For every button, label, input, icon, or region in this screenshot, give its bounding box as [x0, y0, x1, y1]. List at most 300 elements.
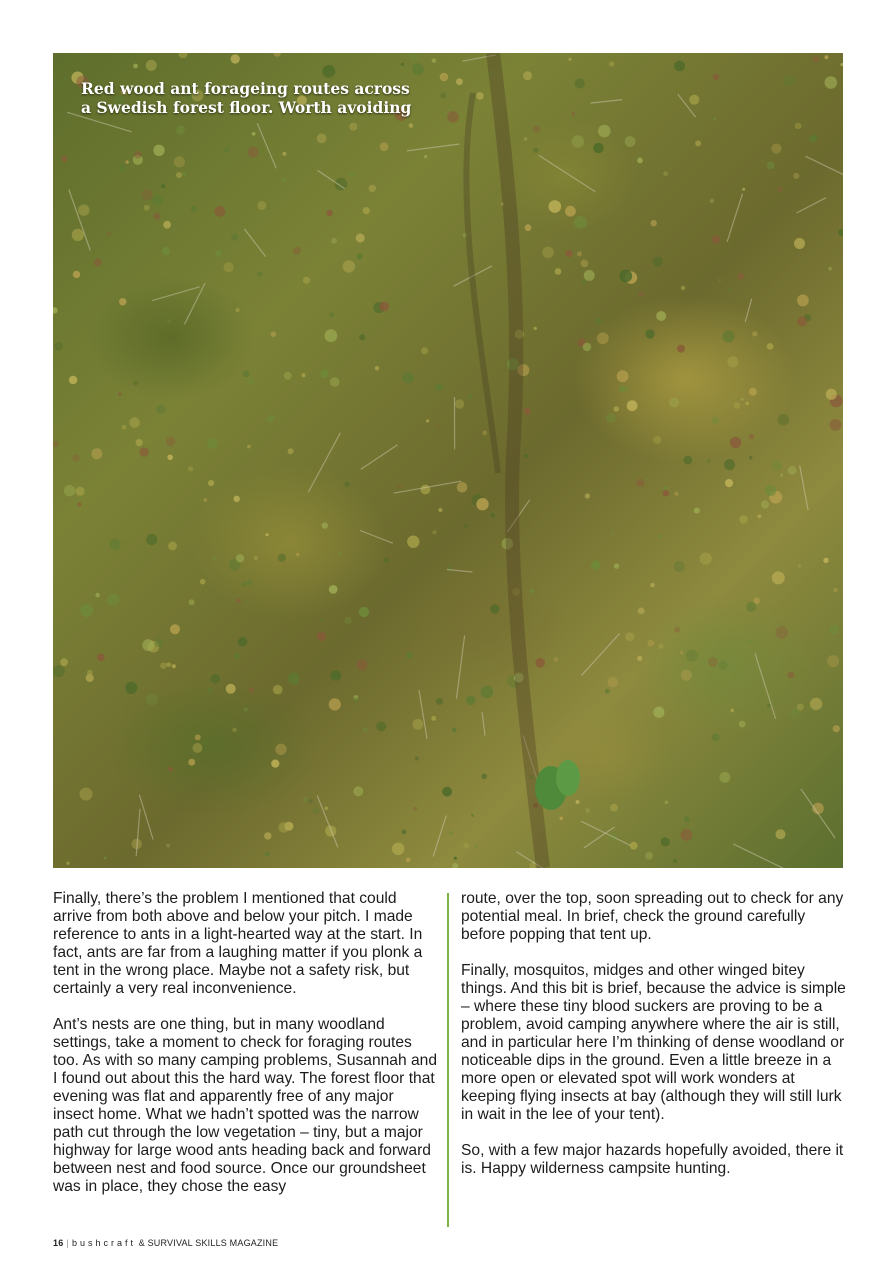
moss-speck — [771, 144, 781, 154]
moss-speck — [94, 258, 102, 266]
moss-speck — [637, 656, 642, 661]
moss-speck — [401, 63, 404, 66]
moss-speck — [359, 607, 369, 617]
moss-speck — [619, 386, 626, 393]
moss-speck — [243, 371, 250, 378]
moss-speck — [610, 804, 618, 812]
moss-speck — [281, 178, 285, 182]
twig — [69, 190, 91, 251]
moss-speck — [753, 597, 760, 604]
moss-speck — [677, 345, 685, 353]
moss-speck — [273, 53, 281, 57]
moss-speck — [542, 247, 554, 259]
moss-speck — [236, 598, 241, 603]
moss-speck — [353, 697, 359, 703]
moss-speck — [669, 398, 679, 408]
moss-speck — [457, 482, 468, 493]
moss-speck — [54, 342, 63, 351]
moss-speck — [146, 694, 158, 706]
moss-speck — [739, 721, 746, 728]
moss-speck — [174, 156, 185, 167]
twig — [257, 123, 276, 168]
moss-speck — [195, 734, 201, 740]
moss-speck — [653, 707, 664, 718]
twig — [745, 299, 752, 322]
moss-speck — [61, 156, 67, 162]
moss-speck — [674, 61, 685, 72]
moss-speck — [695, 140, 701, 146]
photo-caption: Red wood ant forageing routes across a Swedish forest floor. Worth avoiding — [81, 79, 412, 117]
moss-speck — [122, 425, 127, 430]
moss-speck — [234, 496, 240, 502]
forest-floor-photo — [53, 53, 843, 868]
moss-speck — [630, 842, 638, 850]
moss-speck — [266, 533, 269, 536]
moss-speck — [119, 298, 126, 305]
moss-speck — [75, 487, 84, 496]
moss-speck — [794, 238, 805, 249]
moss-speck — [700, 553, 712, 565]
moss-speck — [432, 58, 437, 63]
moss-speck — [684, 816, 690, 822]
moss-speck — [87, 670, 93, 676]
moss-speck — [53, 665, 65, 677]
moss-speck — [758, 514, 762, 518]
twig — [806, 156, 844, 180]
moss-speck — [491, 513, 495, 517]
moss-speck — [163, 221, 171, 229]
moss-speck — [155, 639, 164, 648]
moss-speck — [746, 402, 750, 406]
moss-speck — [380, 142, 389, 151]
moss-speck — [207, 688, 212, 693]
moss-speck — [767, 162, 775, 170]
moss-speck — [638, 608, 645, 615]
moss-speck — [739, 515, 748, 524]
moss-speck — [438, 508, 442, 512]
moss-speck — [673, 859, 677, 863]
moss-speck — [663, 171, 668, 176]
moss-speck — [271, 332, 276, 337]
moss-speck — [595, 318, 601, 324]
moss-speck — [476, 92, 484, 100]
moss-speck — [413, 807, 417, 811]
moss-speck — [320, 619, 323, 622]
moss-speck — [575, 78, 585, 88]
moss-speck — [684, 456, 693, 465]
moss-speck — [379, 302, 389, 312]
page-footer — [53, 1238, 278, 1248]
footer-separator: | — [66, 1238, 69, 1248]
moss-speck — [657, 534, 661, 538]
moss-speck — [403, 372, 414, 383]
moss-speck — [188, 466, 193, 471]
moss-speck — [275, 744, 286, 755]
moss-speck — [725, 479, 733, 487]
twig — [797, 198, 827, 213]
moss-speck — [317, 134, 327, 144]
moss-speck — [727, 356, 738, 367]
moss-speck — [798, 564, 802, 568]
moss-speck — [535, 658, 545, 668]
moss-speck — [614, 406, 620, 412]
moss-speck — [349, 123, 357, 131]
moss-speck — [146, 60, 157, 71]
moss-speck — [343, 260, 355, 272]
moss-speck — [118, 393, 121, 396]
moss-speck — [574, 216, 587, 229]
moss-speck — [581, 260, 589, 268]
moss-speck — [619, 270, 632, 283]
twig — [581, 821, 630, 845]
moss-speck — [329, 585, 338, 594]
moss-speck — [152, 195, 163, 206]
moss-speck — [593, 143, 603, 153]
moss-speck — [833, 725, 840, 732]
moss-speck — [653, 436, 661, 444]
moss-speck — [317, 632, 326, 641]
moss-speck — [189, 599, 195, 605]
moss-speck — [125, 682, 137, 694]
moss-speck — [231, 234, 238, 241]
moss-speck — [738, 273, 745, 280]
moss-speck — [452, 863, 458, 868]
moss-speck — [645, 852, 653, 860]
moss-speck — [156, 405, 165, 414]
moss-speck — [322, 522, 328, 528]
moss-speck — [533, 147, 539, 153]
paragraph: Ant’s nests are one thing, but in many woodland settings, take a moment to check for foraging routes too. As with so many camping problems, Susannah and I found out about this the hard way. The forest floor that evening was flat and apparently free of any major insect home. What we hadn’t spotted was the narrow path cut through the low vegetation – tiny, but a major highway for large wood ants heading back and forward between nest and food source. Once our groundsheet was in place, they chose the easy — [53, 1016, 437, 1195]
moss-speck — [433, 530, 437, 534]
moss-speck — [650, 583, 654, 587]
moss-speck — [776, 829, 786, 839]
moss-speck — [481, 686, 494, 699]
moss-speck — [663, 490, 669, 496]
moss-speck — [107, 593, 120, 606]
moss-speck — [606, 413, 616, 423]
twig — [801, 789, 835, 838]
twig — [139, 795, 153, 840]
moss-speck — [296, 553, 300, 557]
moss-speck — [329, 312, 334, 317]
moss-speck — [681, 286, 685, 290]
moss-speck — [312, 807, 319, 814]
paragraph: route, over the top, soon spreading out to check for any potential meal. In brief, check the ground carefully before popping that tent up. — [461, 890, 844, 943]
moss-speck — [572, 135, 585, 148]
moss-speck — [609, 61, 614, 66]
moss-speck — [330, 377, 340, 387]
moss-speck — [320, 369, 329, 378]
moss-speck — [436, 698, 443, 705]
moss-speck — [349, 171, 356, 178]
moss-speck — [248, 147, 259, 158]
moss-speck — [73, 271, 80, 278]
moss-speck — [482, 774, 487, 779]
moss-speck — [78, 502, 82, 506]
moss-speck — [357, 659, 368, 670]
moss-speck — [524, 454, 528, 458]
moss-speck — [192, 743, 202, 753]
twig — [407, 144, 460, 151]
moss-speck — [608, 677, 618, 687]
moss-speck — [153, 213, 160, 220]
moss-speck — [126, 160, 129, 163]
moss-speck — [783, 75, 794, 86]
moss-speck — [359, 334, 365, 340]
moss-speck — [168, 542, 177, 551]
moss-speck — [797, 295, 809, 307]
twig — [800, 466, 808, 511]
moss-speck — [809, 135, 817, 143]
moss-speck — [530, 589, 534, 593]
moss-speck — [142, 189, 153, 200]
magazine-brand: bushcraft — [71, 1238, 136, 1248]
moss-speck — [658, 643, 664, 649]
moss-speck — [625, 386, 630, 391]
moss-speck — [827, 655, 839, 667]
moss-speck — [103, 857, 106, 860]
paragraph: Finally, there’s the problem I mentioned that could arrive from both above and below your pitch. I made reference to ants in a light-hearted way at the start. In fact, ants are far from a laughing matter if you plonk a tent in the wrong place. Maybe not a safety risk, but certainly a very real inconvenience. — [53, 890, 423, 997]
moss-speck — [369, 185, 376, 192]
moss-speck — [166, 437, 176, 447]
moss-speck — [440, 93, 446, 99]
moss-speck — [749, 388, 757, 396]
moss-speck — [236, 308, 240, 312]
moss-speck — [91, 448, 102, 459]
moss-speck — [605, 689, 610, 694]
moss-speck — [139, 447, 149, 457]
moss-speck — [730, 437, 741, 448]
moss-speck — [455, 399, 464, 408]
magazine-title: & SURVIVAL SKILLS MAGAZINE — [138, 1238, 279, 1248]
moss-speck — [708, 657, 718, 667]
moss-speck — [166, 662, 171, 667]
moss-speck — [284, 372, 292, 380]
moss-speck — [53, 307, 58, 313]
moss-speck — [363, 727, 368, 732]
moss-speck — [376, 721, 386, 731]
moss-speck — [440, 73, 449, 82]
moss-speck — [166, 844, 170, 848]
moss-speck — [651, 220, 657, 226]
moss-speck — [142, 639, 154, 651]
moss-speck — [625, 136, 636, 147]
moss-speck — [838, 229, 843, 236]
moss-speck — [647, 640, 654, 647]
moss-speck — [331, 238, 337, 244]
moss-speck — [733, 402, 740, 409]
moss-speck — [825, 76, 838, 89]
moss-speck — [80, 788, 93, 801]
twig — [360, 531, 393, 544]
moss-speck — [421, 347, 428, 354]
moss-speck — [161, 184, 165, 188]
moss-speck — [823, 558, 828, 563]
moss-speck — [681, 829, 693, 841]
moss-speck — [752, 331, 757, 336]
moss-speck — [554, 657, 559, 662]
moss-speck — [686, 650, 698, 662]
moss-speck — [323, 65, 336, 78]
twig — [184, 283, 205, 324]
moss-speck — [254, 556, 258, 560]
moss-speck — [384, 558, 390, 564]
moss-speck — [718, 279, 721, 282]
moss-speck — [211, 674, 221, 684]
moss-speck — [572, 112, 575, 115]
moss-speck — [710, 199, 715, 204]
moss-speck — [719, 772, 730, 783]
moss-speck — [415, 757, 419, 761]
moss-speck — [707, 459, 711, 463]
twig — [361, 445, 398, 470]
moss-speck — [409, 123, 414, 128]
moss-speck — [829, 625, 839, 635]
moss-speck — [397, 485, 402, 490]
moss-speck — [597, 332, 609, 344]
twig — [457, 636, 465, 699]
moss-speck — [555, 268, 562, 275]
moss-speck — [162, 247, 170, 255]
moss-speck — [475, 844, 479, 848]
moss-speck — [241, 580, 248, 587]
moss-speck — [232, 728, 237, 733]
moss-speck — [223, 262, 233, 272]
moss-speck — [826, 389, 837, 400]
moss-speck — [207, 438, 218, 449]
moss-speck — [144, 205, 150, 211]
moss-speck — [533, 125, 540, 132]
moss-speck — [409, 53, 417, 61]
moss-speck — [406, 858, 411, 863]
moss-speck — [790, 708, 801, 719]
moss-speck — [224, 147, 230, 153]
moss-speck — [524, 137, 528, 141]
moss-speck — [778, 187, 783, 192]
moss-speck — [247, 445, 251, 449]
moss-speck — [724, 459, 735, 470]
moss-speck — [412, 63, 424, 75]
moss-speck — [463, 843, 469, 849]
ant-route-path — [493, 53, 543, 868]
moss-speck — [824, 55, 828, 59]
moss-speck — [435, 383, 443, 391]
moss-speck — [134, 151, 142, 159]
moss-speck — [746, 602, 756, 612]
moss-speck — [598, 125, 611, 138]
moss-speck — [611, 531, 615, 535]
moss-speck — [712, 417, 719, 424]
moss-speck — [182, 172, 187, 177]
moss-speck — [771, 460, 782, 471]
moss-speck — [749, 456, 753, 460]
moss-speck — [203, 498, 207, 502]
moss-speck — [324, 807, 328, 811]
moss-speck — [476, 498, 488, 510]
moss-speck — [585, 493, 590, 498]
moss-speck — [167, 455, 173, 461]
twig — [419, 690, 427, 739]
moss-speck — [153, 145, 164, 156]
moss-speck — [267, 415, 275, 423]
moss-speck — [728, 287, 732, 291]
moss-speck — [568, 58, 571, 61]
moss-speck — [353, 786, 363, 796]
moss-speck — [614, 563, 619, 568]
moss-speck — [627, 400, 638, 411]
moss-speck — [713, 74, 720, 81]
moss-speck — [431, 716, 436, 721]
moss-speck — [712, 235, 720, 243]
moss-speck — [565, 250, 572, 257]
moss-speck — [375, 366, 380, 371]
moss-speck — [795, 123, 802, 130]
moss-speck — [490, 604, 499, 613]
moss-speck — [95, 593, 100, 598]
photo-texture — [53, 53, 843, 868]
moss-speck — [178, 53, 187, 58]
moss-speck — [200, 579, 206, 585]
moss-speck — [212, 556, 216, 560]
moss-speck — [442, 787, 452, 797]
moss-speck — [72, 229, 84, 241]
moss-speck — [674, 561, 685, 572]
moss-speck — [406, 652, 412, 658]
moss-speck — [636, 479, 644, 487]
twig — [539, 155, 596, 192]
moss-speck — [136, 439, 143, 446]
moss-speck — [722, 330, 734, 342]
moss-speck — [638, 291, 644, 297]
moss-speck — [656, 311, 666, 321]
moss-speck — [69, 376, 77, 384]
twig — [152, 287, 199, 301]
moss-speck — [330, 670, 341, 681]
moss-speck — [172, 664, 176, 668]
moss-speck — [464, 524, 468, 528]
moss-speck — [236, 554, 244, 562]
moss-speck — [208, 480, 214, 486]
moss-speck — [344, 617, 351, 624]
moss-speck — [234, 653, 240, 659]
moss-speck — [765, 485, 776, 496]
moss-speck — [335, 178, 348, 191]
moss-speck — [741, 398, 744, 401]
moss-speck — [674, 492, 678, 496]
moss-speck — [565, 206, 576, 217]
moss-speck — [326, 210, 332, 216]
moss-speck — [585, 808, 590, 813]
twig — [244, 229, 265, 257]
moss-speck — [713, 118, 716, 121]
moss-speck — [238, 637, 247, 646]
moss-speck — [471, 814, 474, 817]
moss-speck — [421, 485, 431, 495]
moss-speck — [247, 377, 255, 385]
article-column-left — [53, 890, 438, 1214]
moss-speck — [576, 800, 580, 804]
moss-speck — [168, 767, 172, 771]
moss-speck — [577, 251, 582, 256]
twig — [482, 712, 485, 735]
moss-speck — [788, 466, 797, 475]
moss-speck — [712, 733, 720, 741]
moss-speck — [329, 698, 341, 710]
moss-speck — [257, 271, 263, 277]
moss-speck — [810, 698, 822, 710]
moss-speck — [279, 822, 290, 833]
moss-speck — [674, 627, 680, 633]
